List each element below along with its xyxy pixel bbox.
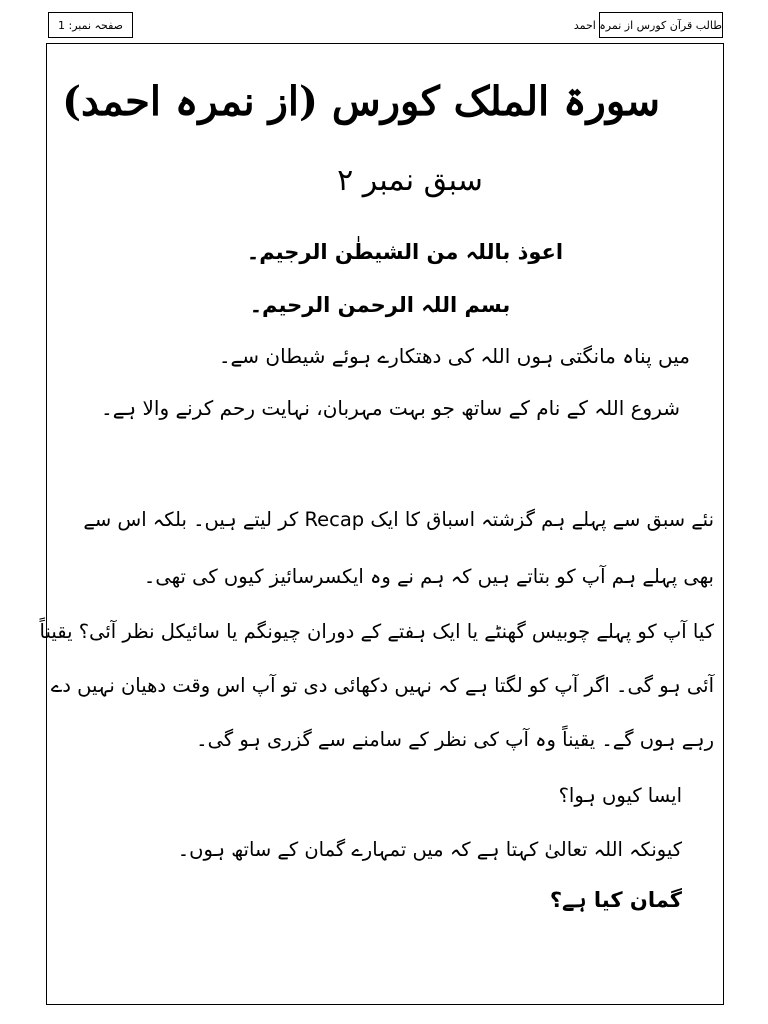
bismillah-line: بسم اللہ الرحمن الرحیم۔: [249, 293, 511, 317]
paragraph-line: کیا آپ کو پہلے چوبیس گھنٹے یا ایک ہفتے کے دوران چیونگم یا سائیکل نظر آئی؟ یقیناً: [39, 620, 714, 643]
page-number-box: [48, 12, 133, 38]
paragraph-line: آئی ہو گی۔ اگر آپ کو لگتا ہے کہ نہیں دکھائی دی تو آپ اس وقت دھیان نہیں دے: [50, 674, 714, 697]
paragraph-line: بھی پہلے ہم آپ کو بتاتے ہیں کہ ہم نے وہ ایکسرسائیز کیوں کی تھی۔: [143, 565, 714, 588]
course-name: طالب قرآن کورس از نمرہ احمد: [573, 19, 722, 32]
page-number: صفحہ نمبر: 1: [58, 19, 123, 32]
question-line: ایسا کیوں ہوا؟: [558, 784, 682, 807]
taawuz-line: اعوذ باللہ من الشیطٰن الرجیم۔: [246, 240, 564, 264]
lesson-number: سبق نمبر ۲: [337, 163, 483, 198]
gumaan-heading: گمان کیا ہے؟: [549, 888, 682, 912]
course-name-box: [573, 12, 723, 38]
answer-line: کیونکہ اللہ تعالیٰ کہتا ہے کہ میں تمہارے گمان کے ساتھ ہوں۔: [177, 838, 682, 861]
bismillah-translation: شروع اللہ کے نام کے ساتھ جو بہت مہربان، نہایت رحم کرنے والا ہے۔: [100, 396, 680, 420]
document-title: سورۃ الملک کورس (از نمرہ احمد): [62, 78, 660, 125]
paragraph-line: رہے ہوں گے۔ یقیناً وہ آپ کی نظر کے سامنے سے گزری ہو گی۔: [196, 728, 714, 751]
paragraph-line: نئے سبق سے پہلے ہم گزشتہ اسباق کا ایک Recap کر لیتے ہیں۔ بلکہ اس سے: [83, 508, 714, 531]
taawuz-translation: میں پناہ مانگتی ہوں اللہ کی دھتکارے ہوئے شیطان سے۔: [218, 344, 690, 368]
